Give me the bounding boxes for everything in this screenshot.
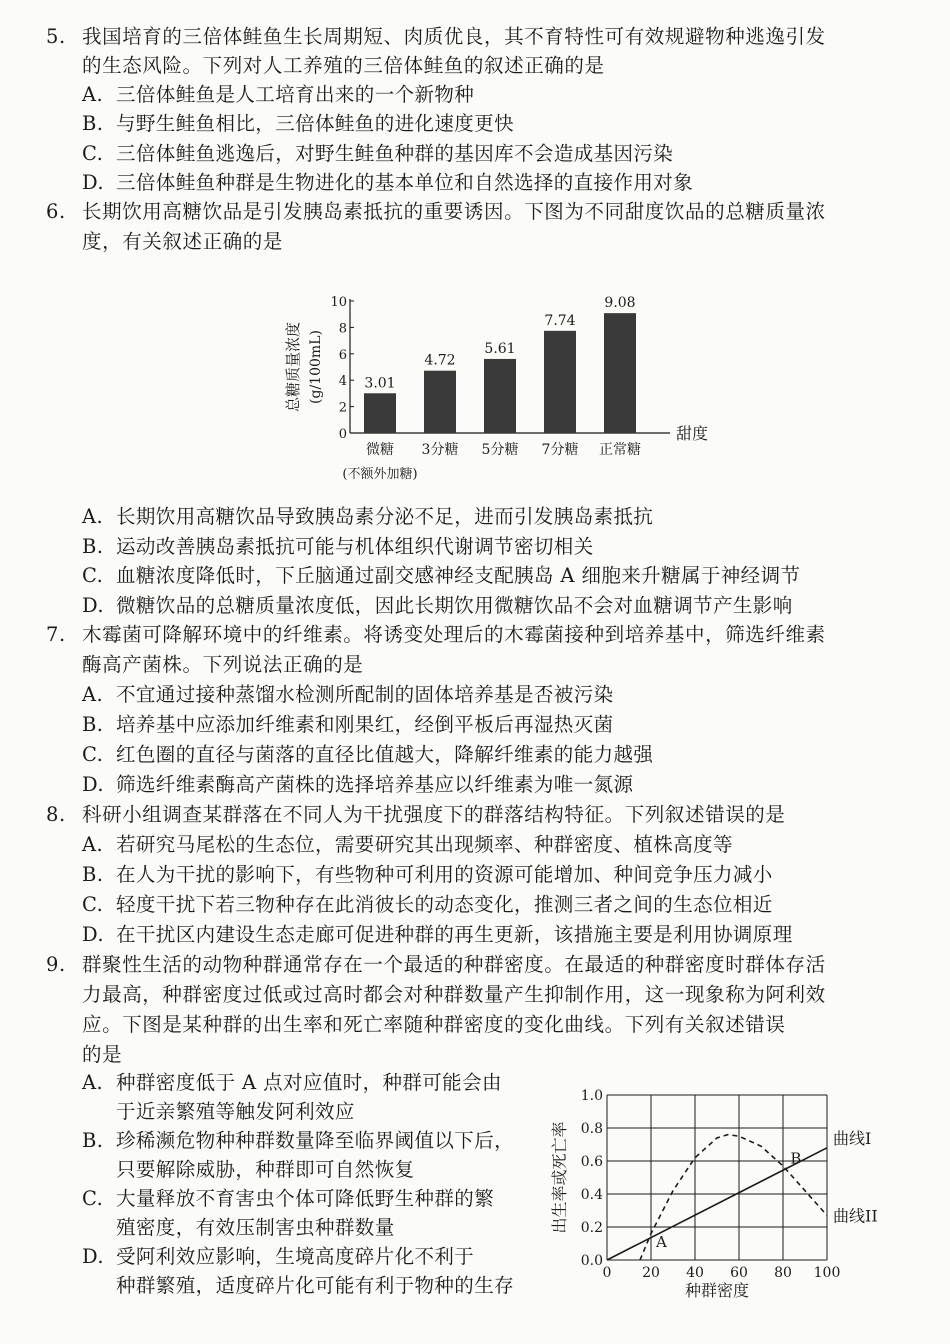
question-9-option-c-cont: 殖密度，有效压制害虫种群数量 bbox=[116, 1216, 395, 1239]
stem-text: 长期饮用高糖饮品是引发胰岛素抵抗的重要诱因。下图为不同甜度饮品的总糖质量浓 bbox=[82, 200, 826, 223]
stem-text: 科研小组调查某群落在不同人为干扰强度下的群落结构特征。下列叙述错误的是 bbox=[82, 803, 786, 826]
intersection-label-b: B bbox=[790, 1149, 802, 1168]
y-tick-label: 10 bbox=[330, 295, 347, 310]
question-9-stem bbox=[46, 950, 826, 980]
x-axis-label: 种群密度 bbox=[684, 1281, 750, 1300]
question-5-option-c: C. 三倍体鲑鱼逃逸后，对野生鲑鱼种群的基因库不会造成基因污染 bbox=[82, 142, 674, 165]
question-5-stem bbox=[46, 22, 826, 52]
question-9-option-b-cont: 只要解除威胁，种群即可自然恢复 bbox=[116, 1158, 415, 1181]
y-tick-label: 2 bbox=[338, 400, 347, 416]
x-tick-label: 60 bbox=[730, 1265, 748, 1281]
question-7-option-d: D. 筛选纤维素酶高产菌株的选择培养基应以纤维素为唯一氮源 bbox=[82, 773, 634, 796]
category-note: (不额外加糖) bbox=[342, 467, 418, 482]
stem-text: 群聚性生活的动物种群通常存在一个最适的种群密度。在最适的种群密度时群体存活 bbox=[82, 953, 826, 976]
question-6-stem bbox=[46, 197, 826, 227]
question-8-option-d: D. 在干扰区内建设生态走廊可促进种群的再生更新，该措施主要是利用协调原理 bbox=[82, 923, 793, 946]
bar-value-label: 9.08 bbox=[604, 295, 636, 312]
y-tick-label: 0.6 bbox=[580, 1154, 603, 1170]
question-7-option-c: C. 红色圈的直径与菌落的直径比值越大，降解纤维素的能力越强 bbox=[82, 743, 654, 766]
sugar-concentration-bar-chart bbox=[270, 285, 710, 495]
question-5-option-b: B. 与野生鲑鱼相比，三倍体鲑鱼的进化速度更快 bbox=[82, 112, 515, 135]
question-9-stem-cont-2: 应。下图是某种群的出生率和死亡率随种群密度的变化曲线。下列有关叙述错误 bbox=[82, 1013, 786, 1036]
bar-value-label: 5.61 bbox=[484, 340, 516, 357]
question-8-stem bbox=[46, 800, 786, 830]
question-7-stem bbox=[46, 620, 826, 650]
question-9-stem-cont-3: 的是 bbox=[82, 1043, 123, 1066]
question-6-stem-cont: 度，有关叙述正确的是 bbox=[82, 230, 284, 253]
x-tick-label: 0 bbox=[602, 1265, 612, 1281]
x-category-label: 微糖 bbox=[366, 442, 394, 458]
curve-i-label: 曲线I bbox=[833, 1128, 872, 1148]
x-category-label: 7分糖 bbox=[541, 442, 579, 458]
y-tick-label: 0.8 bbox=[580, 1121, 603, 1137]
question-8-option-c: C. 轻度干扰下若三物种存在此消彼长的动态变化，推测三者之间的生态位相近 bbox=[82, 893, 773, 916]
x-category-label: 5分糖 bbox=[481, 442, 519, 458]
stem-text: 我国培育的三倍体鲑鱼生长周期短、肉质优良，其不育特性可有效规避物种逃逸引发 bbox=[82, 25, 826, 48]
x-category-label: 正常糖 bbox=[599, 442, 641, 458]
curve-ii-label: 曲线II bbox=[833, 1206, 878, 1226]
intersection-label-a: A bbox=[656, 1232, 667, 1251]
y-tick-label: 0 bbox=[338, 427, 347, 442]
question-8-option-b: B. 在人为干扰的影响下，有些物种可利用的资源可能增加、种间竞争压力减小 bbox=[82, 863, 773, 886]
question-number: 5. bbox=[46, 25, 66, 48]
y-tick-label: 6 bbox=[338, 347, 347, 363]
question-6-option-c: C. 血糖浓度降低时，下丘脑通过副交感神经支配胰岛 A 细胞来升糖属于神经调节 bbox=[82, 564, 801, 587]
x-category-label: 3分糖 bbox=[421, 442, 459, 458]
question-9-option-a: A. 种群密度低于 A 点对应值时，种群可能会由 bbox=[82, 1071, 502, 1094]
bar bbox=[424, 371, 456, 433]
y-tick-label: 1.0 bbox=[580, 1088, 603, 1104]
question-6-option-d: D. 微糖饮品的总糖质量浓度低，因此长期饮用微糖饮品不会对血糖调节产生影响 bbox=[82, 594, 793, 617]
question-5-stem-cont: 的生态风险。下列对人工养殖的三倍体鲑鱼的叙述正确的是 bbox=[82, 54, 605, 77]
y-axis-label: 出生率或死亡率 bbox=[550, 1121, 569, 1234]
question-7-stem-cont: 酶高产菌株。下列说法正确的是 bbox=[82, 653, 364, 676]
question-number: 7. bbox=[46, 623, 66, 646]
x-tick-label: 80 bbox=[774, 1265, 792, 1281]
question-7-option-a: A. 不宜通过接种蒸馏水检测所配制的固体培养基是否被污染 bbox=[82, 683, 614, 706]
y-axis-label: 总糖质量浓度 bbox=[284, 321, 302, 413]
y-axis-unit: (g/100mL) bbox=[308, 330, 324, 404]
question-9-option-d-cont: 种群繁殖，适度碎片化可能有利于物种的生存 bbox=[116, 1274, 515, 1297]
bar bbox=[544, 331, 576, 433]
question-number: 6. bbox=[46, 200, 66, 223]
stem-text: 木霉菌可降解环境中的纤维素。将诱变处理后的木霉菌接种到培养基中，筛选纤维素 bbox=[82, 623, 826, 646]
question-8-option-a: A. 若研究马尾松的生态位，需要研究其出现频率、种群密度、植株高度等 bbox=[82, 833, 733, 856]
y-tick-label: 0.2 bbox=[580, 1220, 603, 1236]
question-6-option-b: B. 运动改善胰岛素抵抗可能与机体组织代谢调节密切相关 bbox=[82, 535, 594, 558]
question-9-option-a-cont: 于近亲繁殖等触发阿利效应 bbox=[116, 1100, 355, 1123]
question-5-option-a: A. 三倍体鲑鱼是人工培育出来的一个新物种 bbox=[82, 83, 475, 106]
bar bbox=[604, 313, 636, 433]
x-tick-label: 100 bbox=[813, 1265, 841, 1281]
question-5-option-d: D. 三倍体鲑鱼种群是生物进化的基本单位和自然选择的直接作用对象 bbox=[82, 171, 694, 194]
bar-value-label: 7.74 bbox=[544, 312, 576, 329]
question-9-option-c: C. 大量释放不育害虫个体可降低野生种群的繁 bbox=[82, 1187, 495, 1210]
question-9-option-d: D. 受阿利效应影响，生境高度碎片化不利于 bbox=[82, 1245, 475, 1268]
bar-value-label: 4.72 bbox=[424, 352, 456, 369]
y-tick-label: 0.4 bbox=[580, 1187, 603, 1203]
x-tick-label: 20 bbox=[642, 1265, 660, 1281]
y-tick-label: 4 bbox=[338, 374, 347, 390]
bar bbox=[364, 393, 396, 433]
y-tick-label: 0.0 bbox=[580, 1253, 603, 1269]
question-7-option-b: B. 培养基中应添加纤维素和刚果红，经倒平板后再湿热灭菌 bbox=[82, 713, 614, 736]
question-9-stem-cont-1: 力最高，种群密度过低或过高时都会对种群数量产生抑制作用，这一现象称为阿利效 bbox=[82, 983, 826, 1006]
question-6-option-a: A. 长期饮用高糖饮品导致胰岛素分泌不足，进而引发胰岛素抵抗 bbox=[82, 505, 654, 528]
bar-value-label: 3.01 bbox=[364, 375, 396, 392]
question-number: 9. bbox=[46, 953, 66, 976]
y-tick-label: 8 bbox=[338, 321, 347, 337]
question-9-option-b: B. 珍稀濒危物种种群数量降至临界阈值以下后， bbox=[82, 1129, 515, 1152]
birth-death-rate-line-chart bbox=[545, 1080, 905, 1300]
x-tick-label: 40 bbox=[686, 1265, 704, 1281]
x-axis-label: 甜度 bbox=[676, 424, 709, 443]
question-number: 8. bbox=[46, 803, 66, 826]
bar bbox=[484, 359, 516, 433]
